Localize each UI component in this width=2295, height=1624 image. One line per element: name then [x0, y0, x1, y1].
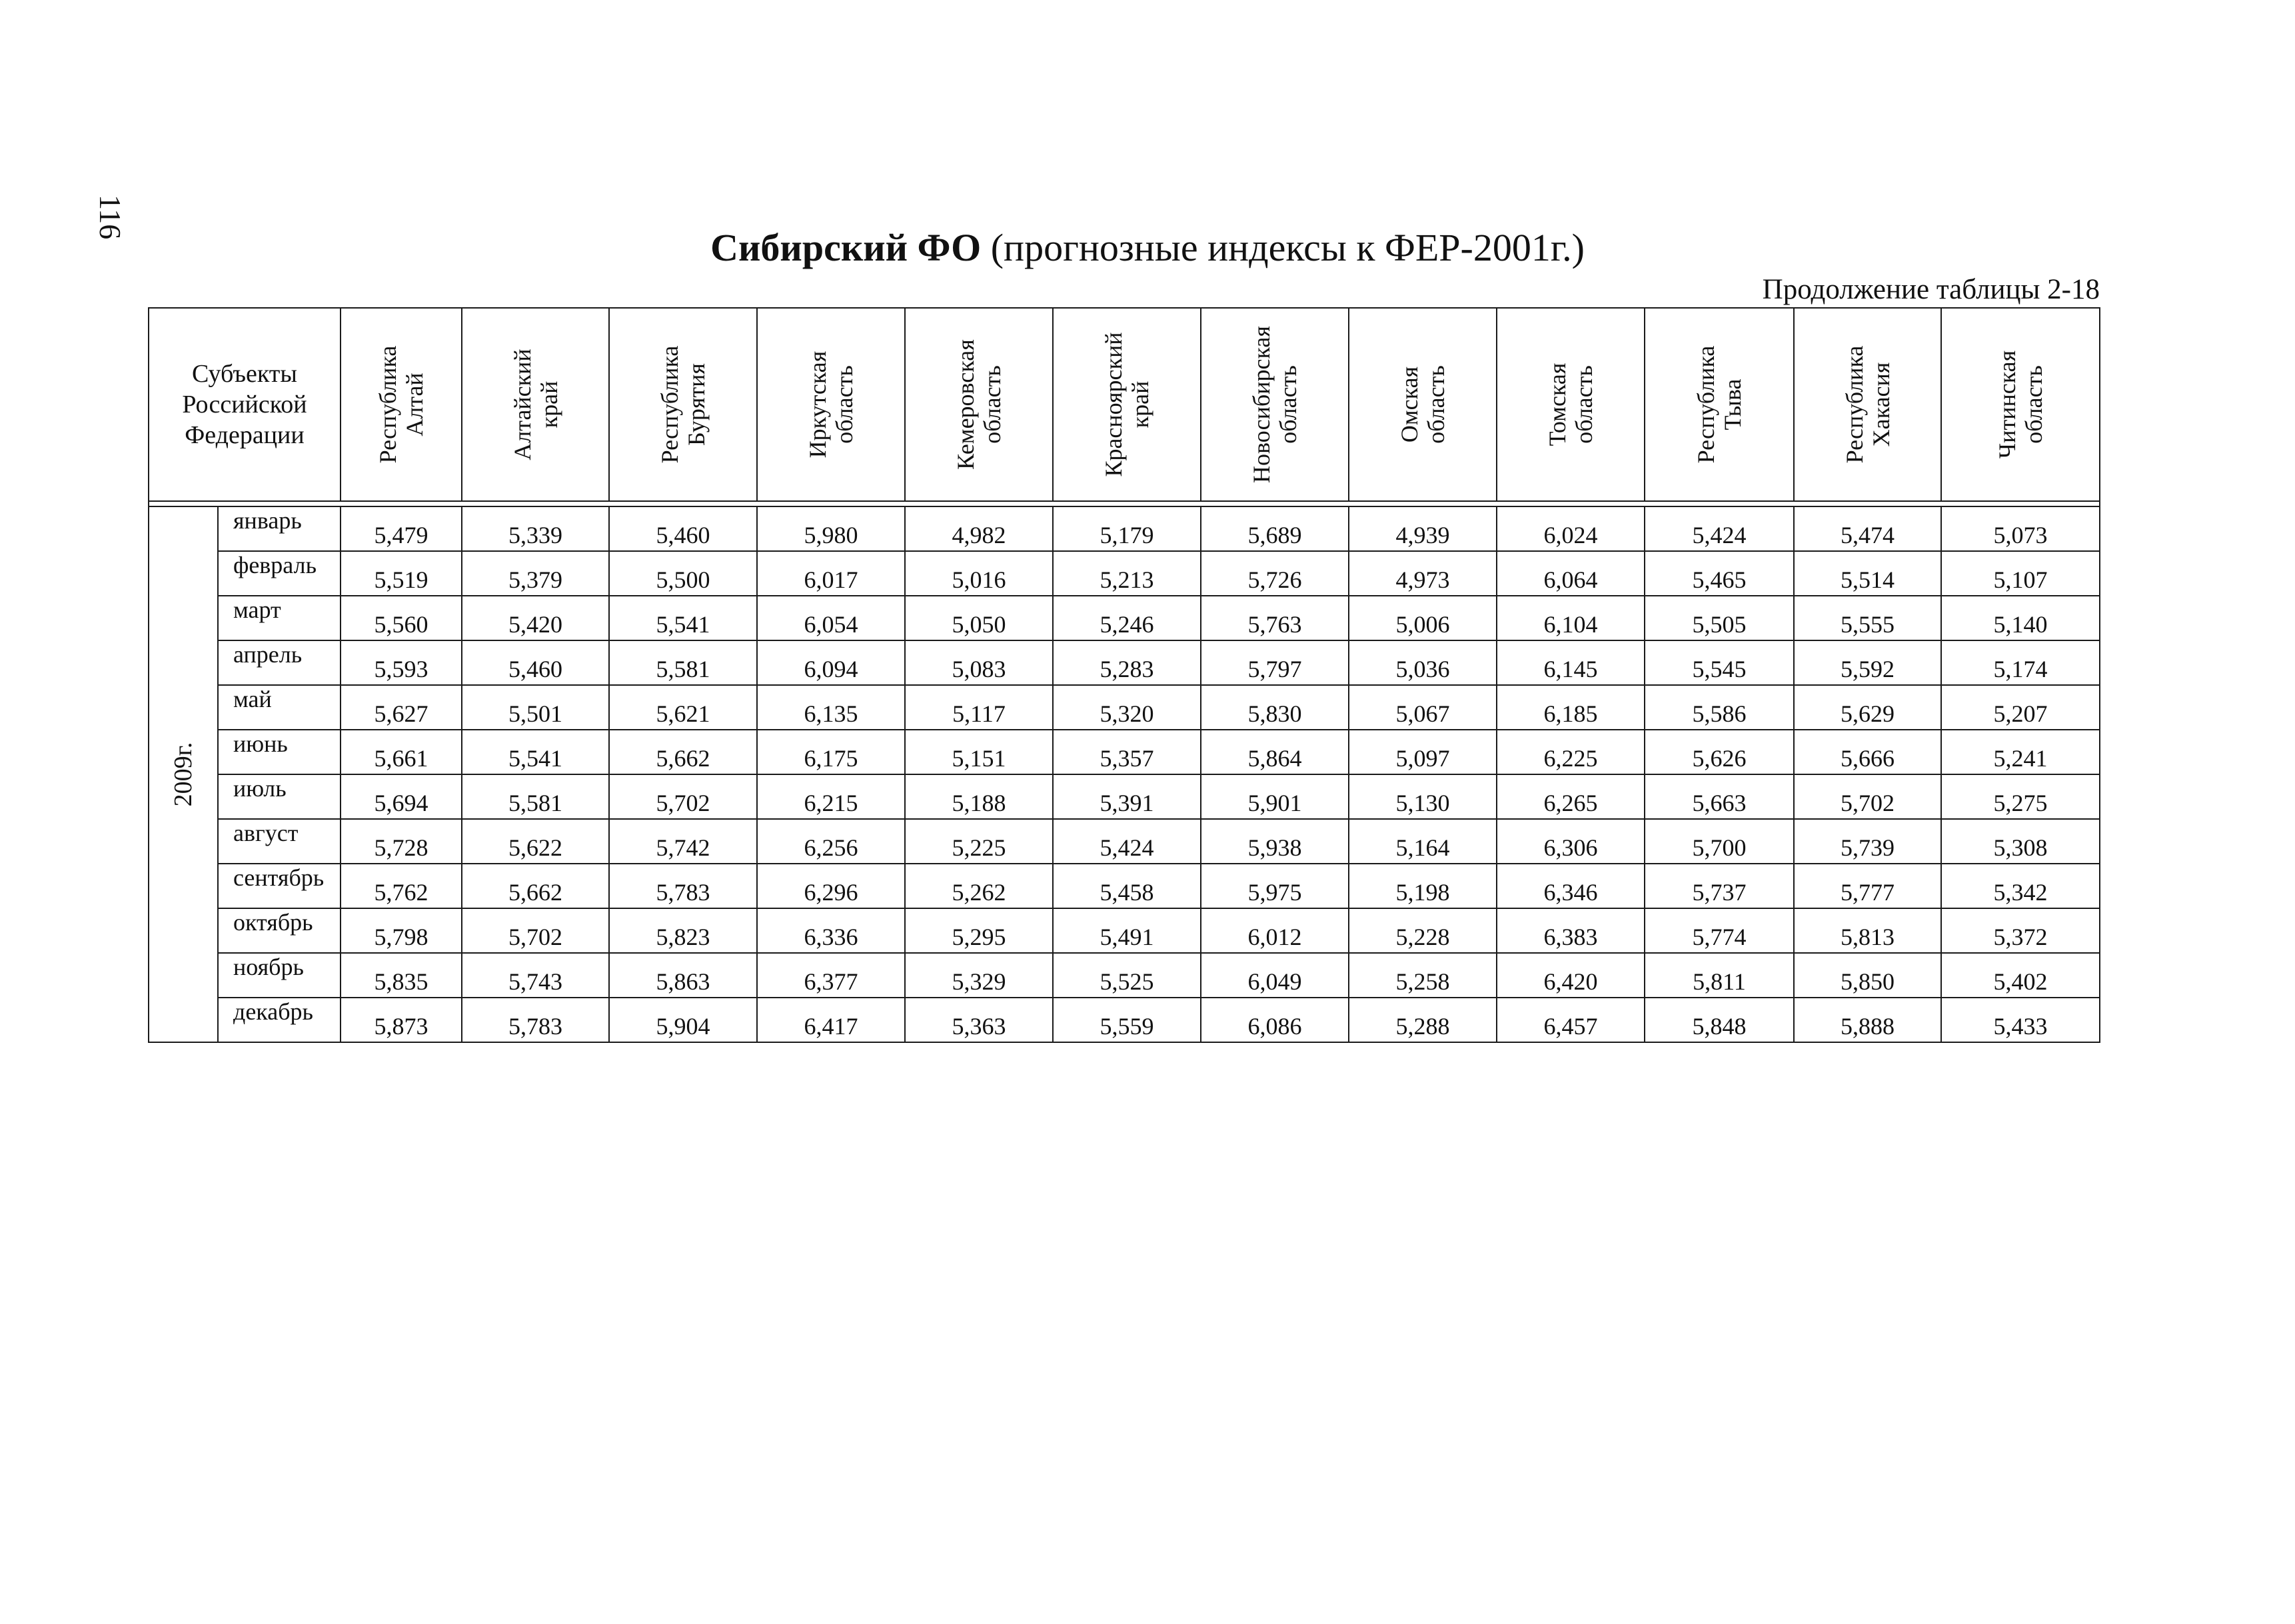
- value-cell: 5,702: [1794, 774, 1941, 819]
- value-cell: 5,117: [905, 685, 1053, 730]
- month-cell: декабрь: [218, 998, 341, 1042]
- column-header: [1794, 308, 1941, 501]
- value-cell: 5,460: [462, 640, 609, 685]
- column-header-line: Алтай: [401, 373, 428, 436]
- value-cell: 5,130: [1349, 774, 1497, 819]
- value-cell: 5,980: [757, 506, 905, 551]
- value-cell: 5,888: [1794, 998, 1941, 1042]
- value-cell: 5,541: [609, 596, 757, 640]
- column-header-line: Республика: [656, 345, 683, 464]
- column-header-text: [1248, 326, 1301, 483]
- column-header-line: Кемеровская: [952, 339, 979, 470]
- value-cell: 5,391: [1053, 774, 1201, 819]
- value-cell: 5,626: [1645, 730, 1794, 774]
- value-cell: 5,813: [1794, 908, 1941, 953]
- value-cell: 6,346: [1497, 864, 1645, 908]
- value-cell: 5,629: [1794, 685, 1941, 730]
- value-cell: 6,135: [757, 685, 905, 730]
- value-cell: 5,663: [1645, 774, 1794, 819]
- value-cell: 6,417: [757, 998, 905, 1042]
- value-cell: 5,763: [1201, 596, 1349, 640]
- value-cell: 5,016: [905, 551, 1053, 596]
- column-header: [1941, 308, 2100, 501]
- value-cell: 5,151: [905, 730, 1053, 774]
- value-cell: 5,339: [462, 506, 609, 551]
- column-header-line: Тыва: [1719, 379, 1746, 430]
- value-cell: 5,083: [905, 640, 1053, 685]
- value-cell: 5,904: [609, 998, 757, 1042]
- value-cell: 5,593: [341, 640, 462, 685]
- value-cell: 5,458: [1053, 864, 1201, 908]
- column-header-line: Алтайский: [508, 349, 536, 460]
- value-cell: 5,702: [609, 774, 757, 819]
- column-header-line: Иркутская: [804, 351, 831, 458]
- month-cell: август: [218, 819, 341, 864]
- column-header-text: [1994, 351, 2047, 458]
- table-row: [149, 685, 2100, 730]
- value-cell: 5,228: [1349, 908, 1497, 953]
- column-header-text: [509, 349, 562, 460]
- value-cell: 5,627: [341, 685, 462, 730]
- value-cell: 5,179: [1053, 506, 1201, 551]
- value-cell: 5,622: [462, 819, 609, 864]
- month-cell: июнь: [218, 730, 341, 774]
- month-cell: январь: [218, 506, 341, 551]
- value-cell: 4,939: [1349, 506, 1497, 551]
- column-header-line: Республика: [375, 345, 401, 464]
- value-cell: 5,762: [341, 864, 462, 908]
- value-cell: 5,050: [905, 596, 1053, 640]
- value-cell: 5,873: [341, 998, 462, 1042]
- table-row: [149, 596, 2100, 640]
- value-cell: 5,460: [609, 506, 757, 551]
- table-row: [149, 953, 2100, 998]
- value-cell: 5,581: [609, 640, 757, 685]
- value-cell: 5,739: [1794, 819, 1941, 864]
- value-cell: 5,213: [1053, 551, 1201, 596]
- column-header-line: область: [1275, 365, 1301, 444]
- value-cell: 5,501: [462, 685, 609, 730]
- value-cell: 6,054: [757, 596, 905, 640]
- title-bold: Сибирский ФО: [710, 226, 982, 269]
- value-cell: 6,049: [1201, 953, 1349, 998]
- column-header: [1053, 308, 1201, 501]
- value-cell: 5,848: [1645, 998, 1794, 1042]
- table-row: [149, 730, 2100, 774]
- column-header-text: [656, 346, 710, 464]
- value-cell: 4,973: [1349, 551, 1497, 596]
- header-spacer-row: [149, 501, 2100, 506]
- value-cell: 6,145: [1497, 640, 1645, 685]
- value-cell: 6,306: [1497, 819, 1645, 864]
- month-cell: февраль: [218, 551, 341, 596]
- value-cell: 5,329: [905, 953, 1053, 998]
- value-cell: 5,275: [1941, 774, 2100, 819]
- column-header-line: область: [1571, 365, 1597, 444]
- column-header-line: Бурятия: [683, 363, 710, 446]
- column-header-line: Хакасия: [1867, 362, 1895, 447]
- value-cell: 5,357: [1053, 730, 1201, 774]
- index-table: [148, 307, 2100, 1043]
- value-cell: 5,728: [341, 819, 462, 864]
- value-cell: 5,689: [1201, 506, 1349, 551]
- column-header-text: [1693, 346, 1746, 464]
- value-cell: 5,661: [341, 730, 462, 774]
- column-header: [757, 308, 905, 501]
- value-cell: 5,525: [1053, 953, 1201, 998]
- column-header: [1201, 308, 1349, 501]
- table-row: [149, 998, 2100, 1042]
- value-cell: 5,479: [341, 506, 462, 551]
- page-number: 116: [93, 195, 127, 240]
- value-cell: 6,012: [1201, 908, 1349, 953]
- value-cell: 5,726: [1201, 551, 1349, 596]
- value-cell: 5,246: [1053, 596, 1201, 640]
- value-cell: 6,256: [757, 819, 905, 864]
- table-row: [149, 908, 2100, 953]
- value-cell: 5,036: [1349, 640, 1497, 685]
- value-cell: 6,377: [757, 953, 905, 998]
- value-cell: 5,514: [1794, 551, 1941, 596]
- year-cell: [149, 506, 218, 1042]
- value-cell: 5,140: [1941, 596, 2100, 640]
- value-cell: 5,581: [462, 774, 609, 819]
- value-cell: 5,555: [1794, 596, 1941, 640]
- value-cell: 5,164: [1349, 819, 1497, 864]
- value-cell: 5,006: [1349, 596, 1497, 640]
- subjects-header-line: Субъекты: [192, 360, 297, 388]
- column-header-line: Читинская: [1994, 350, 2020, 459]
- value-cell: 5,742: [609, 819, 757, 864]
- column-header-text: [952, 339, 1006, 470]
- table-row: [149, 506, 2100, 551]
- value-cell: 5,320: [1053, 685, 1201, 730]
- value-cell: 5,372: [1941, 908, 2100, 953]
- value-cell: 5,864: [1201, 730, 1349, 774]
- value-cell: 5,465: [1645, 551, 1794, 596]
- value-cell: 5,198: [1349, 864, 1497, 908]
- month-cell: октябрь: [218, 908, 341, 953]
- value-cell: 5,560: [341, 596, 462, 640]
- value-cell: 5,308: [1941, 819, 2100, 864]
- column-header-line: Красноярский: [1100, 332, 1127, 477]
- month-cell: июль: [218, 774, 341, 819]
- table-row: [149, 640, 2100, 685]
- value-cell: 6,296: [757, 864, 905, 908]
- column-header: [1497, 308, 1645, 501]
- value-cell: 6,086: [1201, 998, 1349, 1042]
- column-header-text: [375, 346, 428, 464]
- column-header: [462, 308, 609, 501]
- value-cell: 5,545: [1645, 640, 1794, 685]
- value-cell: 5,283: [1053, 640, 1201, 685]
- value-cell: 5,505: [1645, 596, 1794, 640]
- page-title: [0, 225, 2295, 270]
- table-row: [149, 819, 2100, 864]
- column-header-line: область: [1423, 365, 1449, 444]
- value-cell: 5,975: [1201, 864, 1349, 908]
- value-cell: 5,783: [609, 864, 757, 908]
- table-header-row: [149, 308, 2100, 501]
- column-header-line: Омская: [1396, 366, 1423, 443]
- column-header: [1349, 308, 1497, 501]
- value-cell: 5,067: [1349, 685, 1497, 730]
- value-cell: 6,457: [1497, 998, 1645, 1042]
- table-row: [149, 774, 2100, 819]
- value-cell: 5,424: [1053, 819, 1201, 864]
- table-row: [149, 864, 2100, 908]
- value-cell: 5,666: [1794, 730, 1941, 774]
- column-header-line: край: [535, 381, 562, 428]
- value-cell: 5,743: [462, 953, 609, 998]
- value-cell: 5,097: [1349, 730, 1497, 774]
- value-cell: 5,424: [1645, 506, 1794, 551]
- value-cell: 6,336: [757, 908, 905, 953]
- value-cell: 5,474: [1794, 506, 1941, 551]
- table-row: [149, 551, 2100, 596]
- value-cell: 6,185: [1497, 685, 1645, 730]
- value-cell: 5,823: [609, 908, 757, 953]
- value-cell: 5,901: [1201, 774, 1349, 819]
- value-cell: 6,265: [1497, 774, 1645, 819]
- subjects-header-line: Российской: [182, 391, 307, 418]
- year-label: 2009г.: [169, 742, 197, 807]
- value-cell: 5,938: [1201, 819, 1349, 864]
- value-cell: 5,363: [905, 998, 1053, 1042]
- value-cell: 6,017: [757, 551, 905, 596]
- value-cell: 5,621: [609, 685, 757, 730]
- value-cell: 5,559: [1053, 998, 1201, 1042]
- value-cell: 5,258: [1349, 953, 1497, 998]
- value-cell: 5,783: [462, 998, 609, 1042]
- value-cell: 5,433: [1941, 998, 2100, 1042]
- value-cell: 6,420: [1497, 953, 1645, 998]
- month-cell: ноябрь: [218, 953, 341, 998]
- value-cell: 5,835: [341, 953, 462, 998]
- value-cell: 5,402: [1941, 953, 2100, 998]
- value-cell: 5,295: [905, 908, 1053, 953]
- column-header: [1645, 308, 1794, 501]
- value-cell: 5,519: [341, 551, 462, 596]
- value-cell: 5,241: [1941, 730, 2100, 774]
- month-cell: май: [218, 685, 341, 730]
- column-header-line: Новосибирская: [1248, 326, 1275, 483]
- value-cell: 5,107: [1941, 551, 2100, 596]
- value-cell: 5,420: [462, 596, 609, 640]
- month-cell: март: [218, 596, 341, 640]
- value-cell: 5,863: [609, 953, 757, 998]
- value-cell: 5,262: [905, 864, 1053, 908]
- value-cell: 5,288: [1349, 998, 1497, 1042]
- value-cell: 5,188: [905, 774, 1053, 819]
- column-header-line: край: [1127, 381, 1153, 428]
- value-cell: 5,797: [1201, 640, 1349, 685]
- value-cell: 5,342: [1941, 864, 2100, 908]
- value-cell: 6,215: [757, 774, 905, 819]
- value-cell: 5,225: [905, 819, 1053, 864]
- value-cell: 4,982: [905, 506, 1053, 551]
- column-header-text: [1396, 365, 1449, 444]
- column-header-line: область: [831, 365, 858, 444]
- value-cell: 5,702: [462, 908, 609, 953]
- table-continuation-note: Продолжение таблицы 2-18: [1762, 274, 2100, 305]
- value-cell: 5,694: [341, 774, 462, 819]
- month-cell: апрель: [218, 640, 341, 685]
- subjects-header-line: Федерации: [185, 421, 305, 449]
- value-cell: 6,064: [1497, 551, 1645, 596]
- value-cell: 5,662: [462, 864, 609, 908]
- value-cell: 6,104: [1497, 596, 1645, 640]
- value-cell: 5,073: [1941, 506, 2100, 551]
- column-header-text: [804, 351, 858, 458]
- value-cell: 5,586: [1645, 685, 1794, 730]
- value-cell: 5,592: [1794, 640, 1941, 685]
- value-cell: 5,811: [1645, 953, 1794, 998]
- title-subtitle: (прогнозные индексы к ФЕР-2001г.): [981, 226, 1585, 269]
- value-cell: 5,379: [462, 551, 609, 596]
- column-header-line: область: [979, 365, 1006, 444]
- value-cell: 5,774: [1645, 908, 1794, 953]
- column-header-text: [1841, 346, 1895, 464]
- spacer-cell: [149, 501, 2100, 506]
- value-cell: 6,024: [1497, 506, 1645, 551]
- value-cell: 5,700: [1645, 819, 1794, 864]
- column-header-text: [1544, 363, 1597, 446]
- value-cell: 5,491: [1053, 908, 1201, 953]
- value-cell: 5,174: [1941, 640, 2100, 685]
- value-cell: 6,094: [757, 640, 905, 685]
- value-cell: 5,207: [1941, 685, 2100, 730]
- column-header-line: область: [2020, 365, 2047, 444]
- subjects-header: [149, 308, 341, 501]
- column-header-line: Республика: [1693, 345, 1719, 464]
- value-cell: 5,850: [1794, 953, 1941, 998]
- value-cell: 6,225: [1497, 730, 1645, 774]
- value-cell: 5,541: [462, 730, 609, 774]
- value-cell: 5,500: [609, 551, 757, 596]
- column-header: [609, 308, 757, 501]
- column-header: [341, 308, 462, 501]
- column-header-line: Республика: [1841, 345, 1868, 464]
- column-header-text: [1100, 332, 1153, 476]
- month-cell: сентябрь: [218, 864, 341, 908]
- value-cell: 6,175: [757, 730, 905, 774]
- value-cell: 6,383: [1497, 908, 1645, 953]
- value-cell: 5,830: [1201, 685, 1349, 730]
- value-cell: 5,798: [341, 908, 462, 953]
- column-header: [905, 308, 1053, 501]
- column-header-line: Томская: [1544, 363, 1571, 446]
- value-cell: 5,737: [1645, 864, 1794, 908]
- value-cell: 5,662: [609, 730, 757, 774]
- value-cell: 5,777: [1794, 864, 1941, 908]
